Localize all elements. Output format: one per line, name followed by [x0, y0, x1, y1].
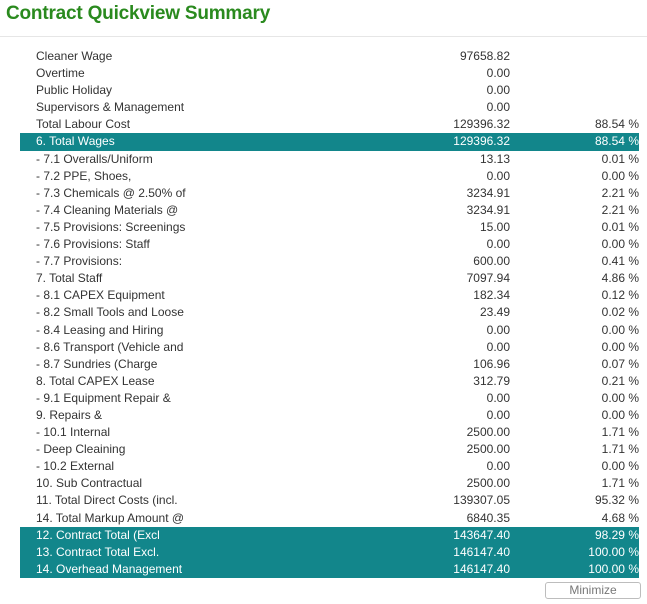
- row-amount: 2500.00: [466, 425, 510, 440]
- row-percentage: 0.07 %: [601, 356, 639, 371]
- summary-row-total: [20, 561, 639, 578]
- row-amount: 106.96: [473, 356, 510, 371]
- row-amount: 13.13: [479, 151, 510, 166]
- row-percentage: [510, 65, 639, 82]
- row-label: - 9.1 Equipment Repair &: [36, 390, 171, 405]
- row-amount: 15.00: [479, 219, 510, 234]
- summary-row: [20, 424, 639, 441]
- row-percentage: [510, 99, 639, 116]
- row-amount: 0.00: [486, 390, 510, 405]
- row-amount: 2500.00: [466, 442, 510, 457]
- row-amount: 7097.94: [466, 271, 510, 286]
- row-percentage: 100.00 %: [588, 544, 639, 559]
- summary-row: [20, 390, 639, 407]
- summary-table: [20, 48, 639, 578]
- row-label: - Deep Cleaining: [36, 442, 126, 457]
- summary-row-total: [20, 133, 639, 150]
- row-percentage: [510, 48, 639, 65]
- summary-row: [20, 219, 639, 236]
- summary-row-total: [20, 544, 639, 561]
- row-label: Cleaner Wage: [36, 49, 113, 63]
- summary-row: [20, 185, 639, 202]
- row-amount: 0.00: [486, 237, 510, 252]
- summary-row: [20, 236, 639, 253]
- row-amount: 23.49: [479, 305, 510, 320]
- summary-row: [20, 202, 639, 219]
- row-percentage: 88.54 %: [594, 134, 639, 149]
- row-label: 13. Contract Total Excl.: [36, 544, 160, 559]
- row-percentage: 2.21 %: [601, 185, 639, 200]
- row-amount: 3234.91: [466, 202, 510, 217]
- summary-row: [20, 441, 639, 458]
- row-label: - 7.7 Provisions:: [36, 254, 123, 269]
- row-label: - 8.4 Leasing and Hiring: [36, 322, 164, 337]
- row-percentage: 0.41 %: [601, 254, 639, 269]
- row-amount: 0.00: [486, 66, 510, 81]
- summary-row: [20, 492, 639, 509]
- summary-row: [20, 82, 639, 99]
- row-amount: 0.00: [486, 407, 510, 422]
- row-percentage: 0.00 %: [601, 459, 639, 474]
- summary-row: [20, 151, 639, 168]
- summary-row: [20, 458, 639, 475]
- row-label: - 7.2 PPE, Shoes,: [36, 168, 132, 183]
- row-amount: 182.34: [473, 288, 510, 303]
- row-label: 7. Total Staff: [36, 271, 103, 286]
- summary-row: [20, 168, 639, 185]
- row-amount: 0.00: [486, 322, 510, 337]
- row-label: - 7.3 Chemicals @ 2.50% of: [36, 185, 186, 200]
- summary-row: [20, 339, 639, 356]
- row-percentage: 1.71 %: [601, 442, 639, 457]
- summary-row: [20, 287, 639, 304]
- row-amount: 139307.05: [453, 493, 510, 508]
- row-label: - 7.5 Provisions: Screenings: [36, 219, 186, 234]
- row-amount: 143647.40: [453, 527, 510, 542]
- summary-row-total: [20, 527, 639, 544]
- summary-row: [20, 475, 639, 492]
- row-label: - 8.6 Transport (Vehicle and: [36, 339, 184, 354]
- row-label: 14. Total Markup Amount @: [36, 510, 185, 525]
- summary-row: [20, 304, 639, 321]
- row-label: Public Holiday: [36, 83, 113, 98]
- row-percentage: 0.00 %: [601, 390, 639, 405]
- title-divider: [0, 36, 647, 37]
- row-percentage: 0.01 %: [601, 219, 639, 234]
- row-label: 12. Contract Total (Excl: [36, 527, 160, 542]
- row-percentage: 88.54 %: [594, 117, 639, 132]
- row-amount: 600.00: [473, 254, 510, 269]
- row-label: Total Labour Cost: [36, 117, 131, 132]
- summary-row: [20, 322, 639, 339]
- row-label: 9. Repairs &: [36, 407, 103, 422]
- row-amount: 2500.00: [466, 476, 510, 491]
- row-percentage: 1.71 %: [601, 425, 639, 440]
- row-label: 11. Total Direct Costs (incl.: [36, 493, 178, 508]
- row-label: - 8.1 CAPEX Equipment: [36, 288, 165, 303]
- row-label: - 7.4 Cleaning Materials @: [36, 202, 179, 217]
- row-label: 8. Total CAPEX Lease: [36, 373, 155, 388]
- row-percentage: 4.86 %: [601, 271, 639, 286]
- row-amount: 129396.32: [453, 134, 510, 149]
- row-percentage: 0.00 %: [601, 322, 639, 337]
- row-percentage: 0.00 %: [601, 407, 639, 422]
- summary-row: [20, 48, 639, 65]
- row-amount: 0.00: [486, 339, 510, 354]
- page-title: Contract Quickview Summary: [6, 3, 271, 24]
- row-amount: 0.00: [486, 168, 510, 183]
- row-percentage: 0.01 %: [601, 151, 639, 166]
- summary-row: [20, 356, 639, 373]
- row-percentage: 98.29 %: [594, 527, 639, 542]
- summary-row: [20, 407, 639, 424]
- row-amount: 129396.32: [453, 117, 510, 132]
- row-label: - 7.6 Provisions: Staff: [36, 237, 150, 252]
- row-label: - 8.2 Small Tools and Loose: [36, 305, 184, 320]
- row-label: Supervisors & Management: [36, 100, 185, 115]
- row-amount: 0.00: [486, 100, 510, 115]
- row-percentage: [510, 82, 639, 99]
- row-percentage: 1.71 %: [601, 476, 639, 491]
- row-percentage: 0.00 %: [601, 168, 639, 183]
- row-amount: 146147.40: [453, 544, 510, 559]
- row-label: 14. Overhead Management: [36, 561, 183, 576]
- summary-row: [20, 510, 639, 527]
- row-label: Overtime: [36, 66, 85, 81]
- minimize-button[interactable]: Minimize: [545, 582, 641, 599]
- row-amount: 146147.40: [453, 561, 510, 576]
- row-percentage: 2.21 %: [601, 202, 639, 217]
- summary-row: [20, 65, 639, 82]
- row-label: 10. Sub Contractual: [36, 476, 143, 491]
- row-percentage: 4.68 %: [601, 510, 639, 525]
- row-percentage: 0.12 %: [601, 288, 639, 303]
- row-label: - 10.2 External: [36, 459, 115, 474]
- row-percentage: 0.02 %: [601, 305, 639, 320]
- row-label: - 8.7 Sundries (Charge: [36, 356, 158, 371]
- row-amount: 6840.35: [466, 510, 510, 525]
- row-percentage: 0.00 %: [601, 237, 639, 252]
- summary-row: [20, 99, 639, 116]
- row-amount: 0.00: [486, 459, 510, 474]
- row-percentage: 0.00 %: [601, 339, 639, 354]
- row-percentage: 95.32 %: [594, 493, 639, 508]
- summary-row: [20, 373, 639, 390]
- row-amount: 0.00: [486, 83, 510, 98]
- summary-row: [20, 270, 639, 287]
- row-amount: 97658.82: [459, 49, 510, 63]
- summary-row: [20, 253, 639, 270]
- row-percentage: 0.21 %: [601, 373, 639, 388]
- row-label: - 7.1 Overalls/Uniform: [36, 151, 153, 166]
- row-label: - 10.1 Internal: [36, 425, 111, 440]
- row-percentage: 100.00 %: [588, 561, 639, 576]
- summary-row: [20, 116, 639, 133]
- row-amount: 312.79: [473, 373, 510, 388]
- row-amount: 3234.91: [466, 185, 510, 200]
- row-label: 6. Total Wages: [36, 134, 115, 149]
